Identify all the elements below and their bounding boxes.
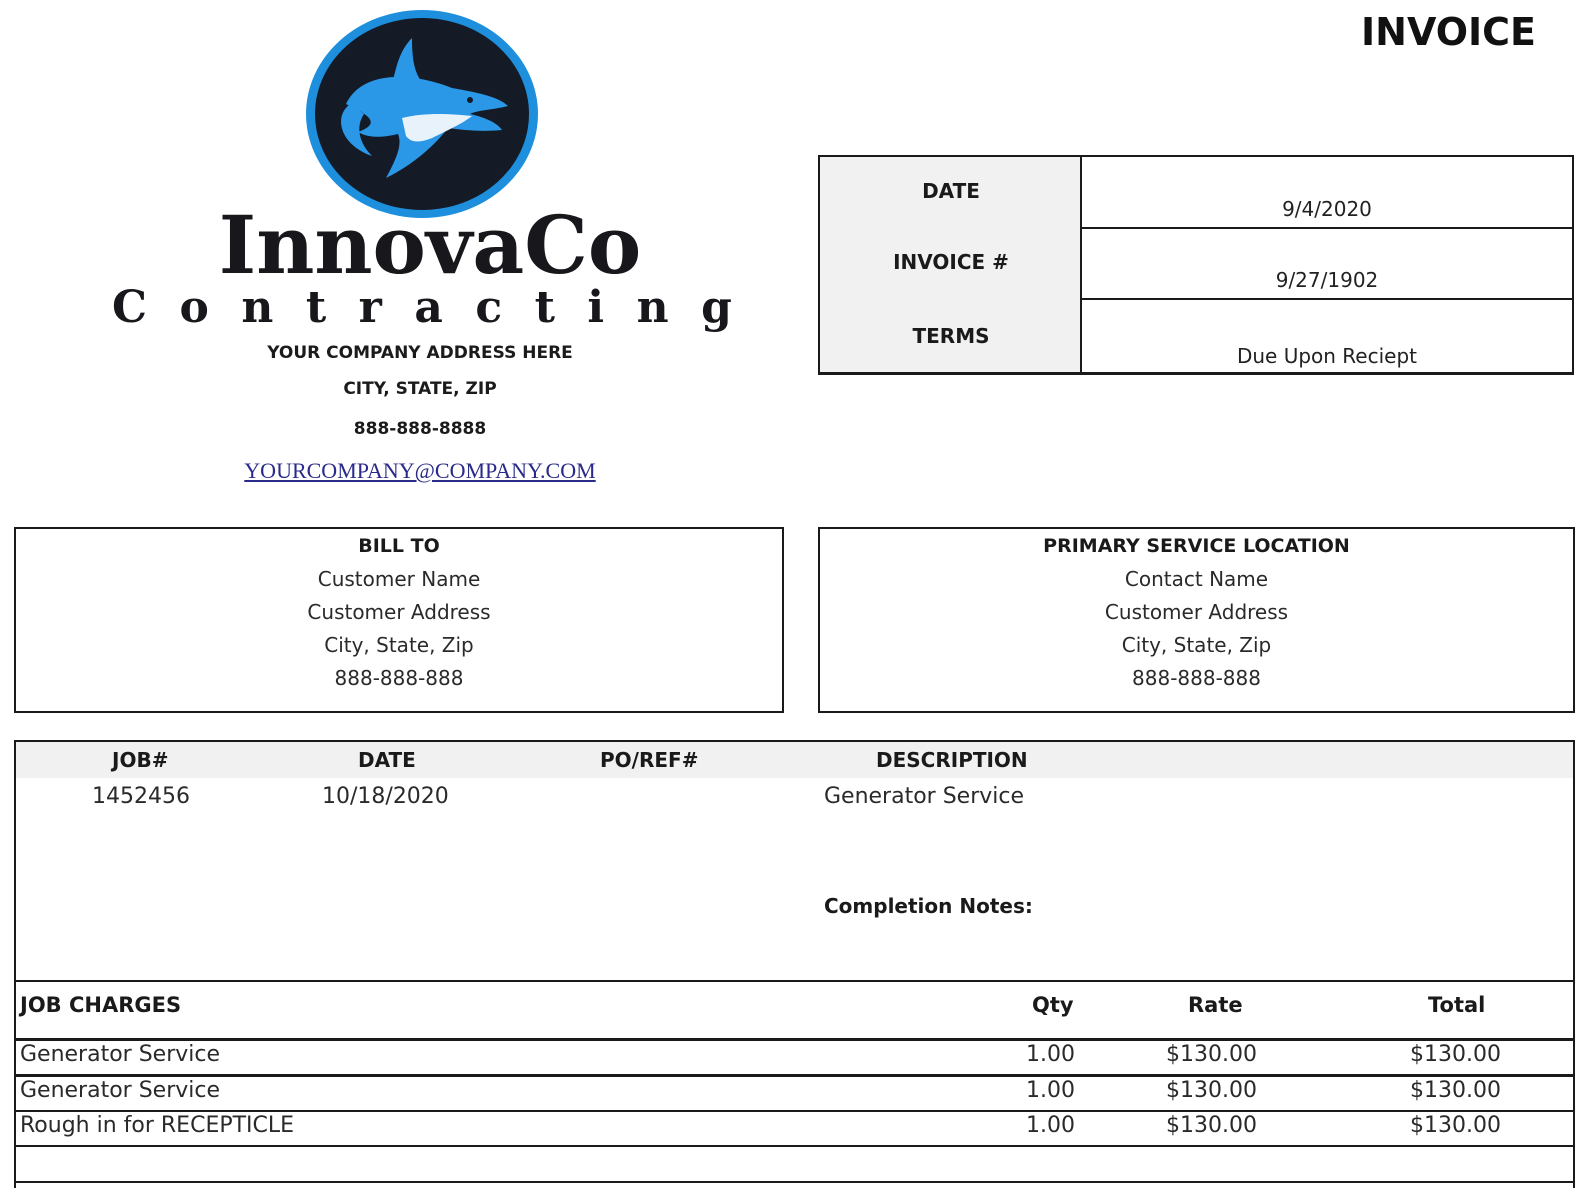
job-number-value: 1452456 bbox=[92, 784, 190, 809]
tagline-letter: i bbox=[587, 282, 605, 333]
meta-divider bbox=[1082, 298, 1572, 300]
job-header-band bbox=[16, 742, 1573, 778]
tagline-letter: n bbox=[241, 282, 274, 333]
invoice-meta-table bbox=[818, 155, 1574, 375]
row-divider bbox=[16, 1145, 1573, 1147]
service-location-line: 888-888-888 bbox=[1132, 666, 1261, 690]
bill-to-line: Customer Address bbox=[307, 600, 491, 624]
tagline-letter: r bbox=[358, 282, 382, 333]
company-city-state-zip: CITY, STATE, ZIP bbox=[343, 379, 497, 399]
charge-total: $130.00 bbox=[1410, 1042, 1501, 1067]
job-charges-header: JOB CHARGES bbox=[20, 993, 182, 1017]
tagline-letter: g bbox=[701, 282, 732, 333]
service-location-line: City, State, Zip bbox=[1121, 633, 1272, 657]
tagline-letter: o bbox=[179, 282, 209, 333]
job-date-value: 10/18/2020 bbox=[322, 784, 449, 809]
service-location-line: Contact Name bbox=[1124, 567, 1269, 591]
job-date-header: DATE bbox=[358, 748, 416, 772]
job-number-header: JOB# bbox=[112, 748, 169, 772]
bill-to-box bbox=[14, 527, 784, 713]
table-divider bbox=[16, 1038, 1573, 1041]
terms-value: Due Upon Reciept bbox=[1236, 344, 1418, 368]
charge-item: Rough in for RECEPTICLE bbox=[20, 1113, 295, 1138]
description-header: DESCRIPTION bbox=[876, 748, 1028, 772]
row-divider bbox=[16, 1181, 1573, 1183]
service-location-line: Customer Address bbox=[1104, 600, 1289, 624]
charge-qty: 1.00 bbox=[1026, 1042, 1075, 1067]
tagline-letter: t bbox=[534, 282, 555, 333]
bill-to-line: 888-888-888 bbox=[334, 666, 464, 690]
meta-divider bbox=[1082, 227, 1572, 229]
charge-qty: 1.00 bbox=[1026, 1113, 1075, 1138]
invoice-number-label: INVOICE # bbox=[893, 250, 1009, 274]
charge-qty: 1.00 bbox=[1026, 1078, 1075, 1103]
charge-rate: $130.00 bbox=[1166, 1113, 1257, 1138]
job-table bbox=[14, 740, 1575, 1188]
description-value: Generator Service bbox=[824, 784, 1025, 809]
company-address: YOUR COMPANY ADDRESS HERE bbox=[267, 343, 573, 363]
terms-label: TERMS bbox=[912, 324, 990, 348]
row-divider bbox=[16, 1074, 1573, 1077]
po-ref-header: PO/REF# bbox=[600, 748, 699, 772]
service-location-box bbox=[818, 527, 1575, 713]
company-tagline bbox=[112, 282, 732, 333]
bill-to-line: Customer Name bbox=[317, 567, 481, 591]
charge-item: Generator Service bbox=[20, 1078, 221, 1103]
service-location-heading: PRIMARY SERVICE LOCATION bbox=[1043, 535, 1350, 557]
company-name: InnovaCo bbox=[218, 198, 642, 292]
row-divider bbox=[16, 1110, 1573, 1112]
table-divider bbox=[16, 980, 1573, 982]
bill-to-heading: BILL TO bbox=[358, 535, 440, 557]
rate-header: Rate bbox=[1188, 993, 1243, 1017]
bill-to-line: City, State, Zip bbox=[324, 633, 474, 657]
tagline-letter: C bbox=[112, 282, 148, 333]
invoice-number-value: 9/27/1902 bbox=[1275, 268, 1379, 292]
shark-logo-icon bbox=[302, 6, 542, 222]
charge-total: $130.00 bbox=[1410, 1113, 1501, 1138]
tagline-letter: c bbox=[475, 282, 503, 333]
company-email-link[interactable]: YOURCOMPANY@COMPANY.COM bbox=[244, 458, 596, 483]
date-value: 9/4/2020 bbox=[1282, 197, 1372, 221]
tagline-letter: t bbox=[305, 282, 327, 333]
completion-notes-label: Completion Notes: bbox=[824, 894, 1033, 918]
tagline-letter: n bbox=[636, 282, 669, 333]
charge-item: Generator Service bbox=[20, 1042, 221, 1067]
invoice-title: INVOICE bbox=[1361, 10, 1536, 54]
company-phone: 888-888-8888 bbox=[353, 419, 487, 439]
charge-total: $130.00 bbox=[1410, 1078, 1501, 1103]
charge-rate: $130.00 bbox=[1166, 1042, 1257, 1067]
date-label: DATE bbox=[922, 179, 980, 203]
charge-rate: $130.00 bbox=[1166, 1078, 1257, 1103]
qty-header: Qty bbox=[1032, 993, 1074, 1017]
total-header: Total bbox=[1428, 993, 1486, 1017]
tagline-letter: a bbox=[414, 282, 443, 333]
